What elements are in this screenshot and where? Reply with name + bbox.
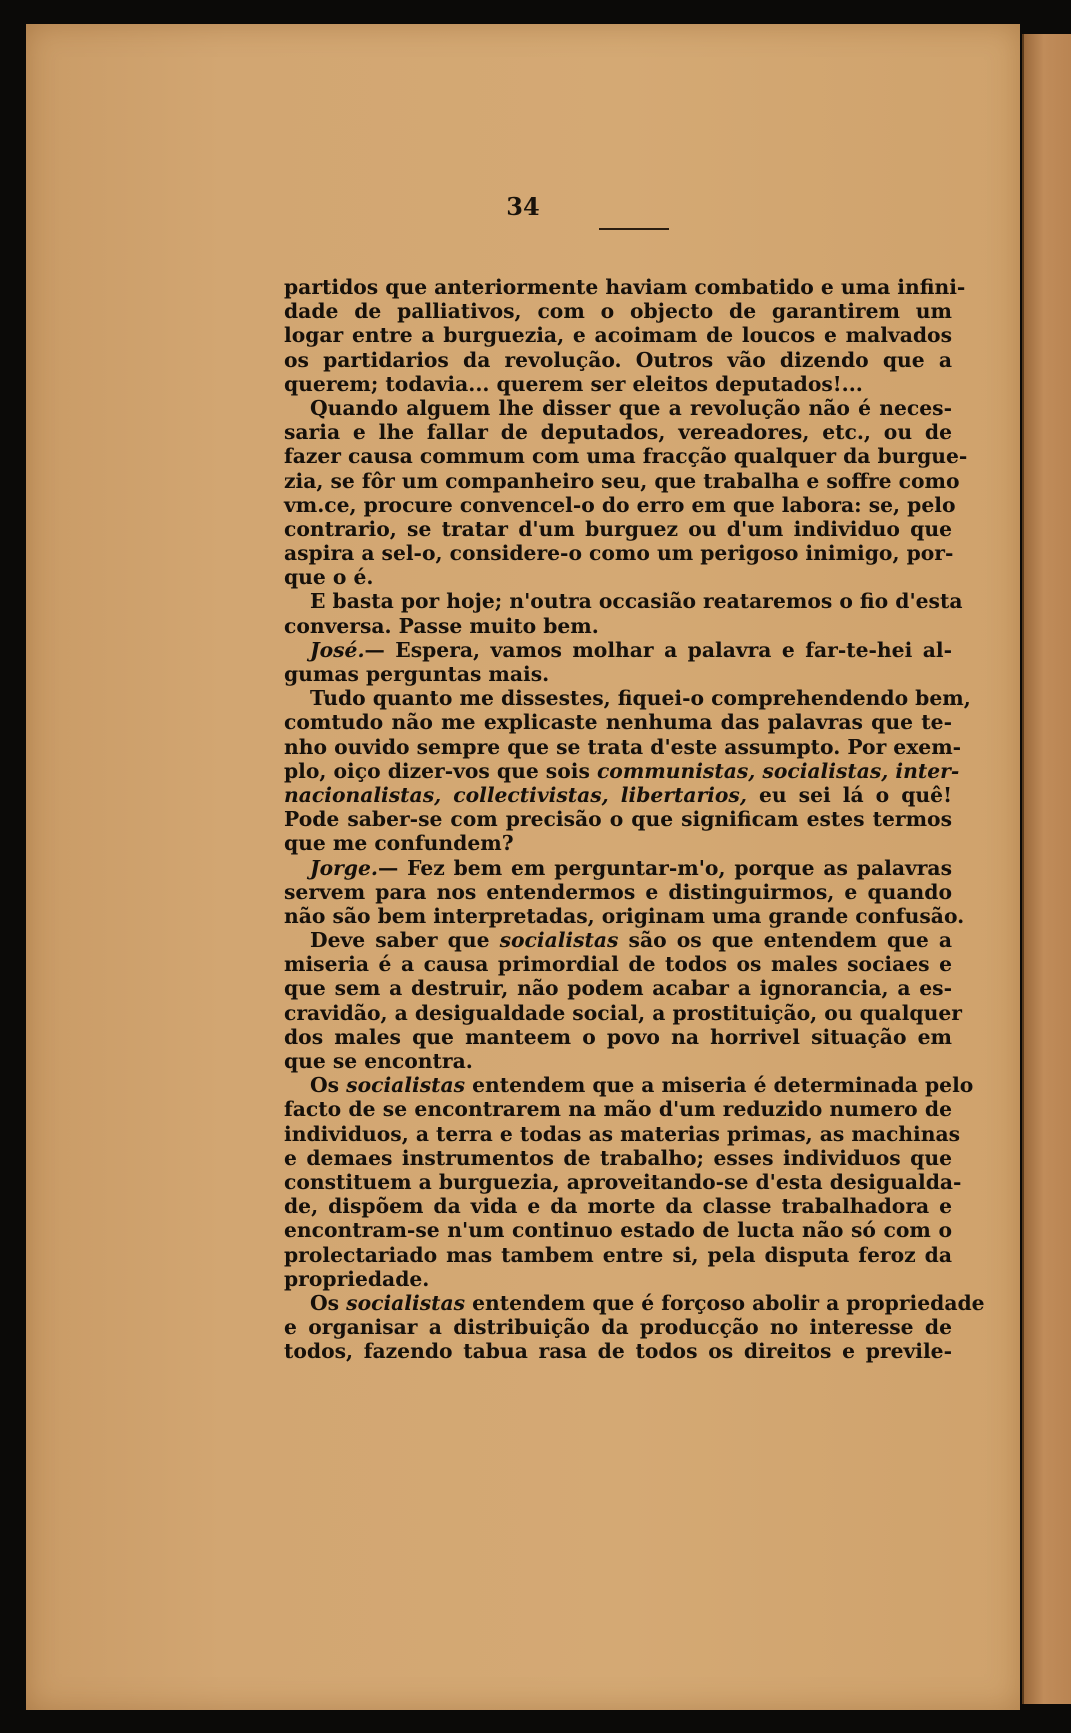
page-number: 34 — [506, 192, 540, 221]
text-run: encontram-se n'um continuo estado de lucta não só com o — [284, 1218, 952, 1243]
text-run: Deve saber que — [310, 928, 500, 953]
text-run: constituem a burguezia, aproveitando-se d'esta desigualda- — [284, 1169, 962, 1194]
text-run: todos, fazendo tabua rasa de todos os direitos e previle- — [284, 1339, 952, 1364]
text-line — [284, 1194, 952, 1218]
italic-term: Jorge. — [310, 855, 378, 880]
text-run: Os — [310, 1290, 347, 1315]
text-line — [284, 1097, 952, 1121]
text-line — [284, 444, 968, 469]
text-run: não são bem interpretadas, originam uma grande confusão. — [284, 903, 965, 928]
text-run: contrario, se tratar d'um burguez ou d'um individuo que — [284, 516, 952, 541]
text-run: que me confundem? — [284, 831, 514, 856]
text-run: aspira a sel-o, considere-o como um perigoso inimigo, por- — [284, 541, 954, 566]
text-line — [284, 541, 952, 565]
text-line — [284, 1025, 952, 1049]
text-line — [284, 783, 952, 807]
text-line — [284, 734, 962, 759]
text-line — [284, 1121, 961, 1146]
text-line — [284, 1290, 985, 1315]
text-run: fazer causa commum com uma fracção qualquer da burgue- — [284, 444, 968, 469]
text-run: partidos que anteriormente haviam combatido e uma infini- — [284, 275, 966, 299]
text-run: Pode saber-se com precisão o que significam estes termos — [284, 807, 952, 832]
text-run: entendem que é forçoso abolir a propriedade — [465, 1290, 985, 1315]
text-run: querem; todavia... querem ser eleitos deputados!... — [284, 371, 863, 396]
text-line — [284, 323, 952, 347]
text-run: e organisar a distribuição da producção no interesse de — [284, 1315, 952, 1340]
italic-term: communistas, socialistas, inter- — [596, 758, 960, 783]
text-run: facto de se encontrarem na mão d'um reduzido numero de — [284, 1097, 952, 1122]
text-run: propriedade. — [284, 1266, 430, 1291]
italic-term: socialistas — [346, 1290, 466, 1315]
text-line — [284, 565, 952, 589]
text-run: prolectariado mas tambem entre si, pela disputa feroz da — [284, 1242, 952, 1267]
text-line — [284, 686, 971, 711]
text-line — [284, 396, 952, 420]
text-line — [284, 1049, 952, 1073]
text-run: são os que entendem que a — [618, 928, 952, 953]
text-line — [284, 517, 952, 541]
text-line — [284, 468, 960, 493]
text-run: miseria é a causa primordial de todos os males sociaes e — [284, 952, 952, 977]
text-line — [284, 275, 966, 299]
book-page — [26, 24, 1020, 1710]
text-run: Os — [310, 1073, 347, 1098]
text-line — [284, 807, 952, 831]
body-text — [284, 275, 985, 1364]
text-line — [284, 952, 952, 976]
text-line — [284, 348, 952, 372]
text-line — [284, 976, 952, 1000]
text-run: eu sei lá o quê! — [746, 782, 952, 807]
text-line — [284, 662, 952, 686]
text-line — [284, 710, 952, 734]
text-line — [284, 492, 956, 517]
header-rule — [599, 228, 669, 230]
text-run: que o é. — [284, 565, 374, 590]
text-line — [284, 880, 952, 904]
text-run: E basta por hoje; n'outra occasião reataremos o fio d'esta — [310, 589, 963, 614]
text-line — [284, 928, 952, 952]
text-line — [284, 758, 960, 783]
text-run: saria e lhe fallar de deputados, vereadores, etc., ou de — [284, 420, 952, 445]
text-run: zia, se fôr um companheiro seu, que trabalha e soffre como — [284, 468, 960, 493]
text-run: individuos, a terra e todas as materias primas, as machinas — [284, 1121, 961, 1146]
text-run: logar entre a burguezia, e acoimam de loucos e malvados — [284, 323, 952, 348]
text-line — [284, 903, 965, 928]
text-run: que sem a destruir, não podem acabar a ignorancia, a es- — [284, 976, 952, 1001]
text-run: comtudo não me explicaste nenhuma das palavras que te- — [284, 710, 952, 735]
text-run: Tudo quanto me dissestes, fiquei-o comprehendendo bem, — [310, 686, 971, 711]
italic-term: socialistas — [499, 928, 619, 953]
text-run: que se encontra. — [284, 1049, 473, 1073]
text-run: vm.ce, procure convencel-o do erro em que labora: se, pelo — [284, 492, 956, 517]
text-line — [284, 1315, 952, 1339]
text-line — [284, 1218, 952, 1242]
text-line — [284, 638, 952, 662]
text-line — [284, 1146, 952, 1170]
text-run: dade de palliativos, com o objecto de garantirem um — [284, 299, 952, 324]
text-run: Quando alguem lhe disser que a revolução não é neces- — [310, 395, 952, 420]
text-line — [284, 1243, 952, 1267]
italic-term: socialistas — [346, 1073, 466, 1098]
text-line — [284, 589, 963, 614]
text-line — [284, 1267, 952, 1291]
text-run: entendem que a miseria é determinada pelo — [465, 1073, 974, 1098]
text-run: nho ouvido sempre que se trata d'este assumpto. Por exem- — [284, 734, 962, 759]
text-run: dos males que manteem o povo na horrivel situação em — [284, 1024, 952, 1049]
text-run: — Espera, vamos molhar a palavra e far-te-hei al- — [364, 637, 952, 662]
text-line — [284, 1169, 962, 1194]
italic-term: nacionalistas, collectivistas, libertarios, — [284, 782, 747, 807]
text-run: plo, oiço dizer-vos que sois — [284, 758, 597, 783]
text-line — [284, 1000, 962, 1025]
text-run: servem para nos entendermos e distinguirmos, e quando — [284, 879, 952, 904]
text-line — [284, 372, 952, 396]
text-run: cravidão, a desigualdade social, a prostituição, ou qualquer — [284, 1000, 962, 1025]
text-run: — Fez bem em perguntar-m'o, porque as palavras — [377, 855, 952, 880]
text-line — [284, 831, 952, 855]
text-line — [284, 299, 952, 323]
italic-term: José. — [310, 637, 365, 662]
text-line — [284, 856, 952, 880]
text-run: conversa. Passe muito bem. — [284, 613, 599, 638]
text-line — [284, 1339, 952, 1363]
text-run: gumas perguntas mais. — [284, 662, 550, 686]
next-page-edge — [1022, 34, 1071, 1704]
text-line — [284, 1073, 974, 1098]
text-run: os partidarios da revolução. Outros vão dizendo que a — [284, 347, 952, 372]
text-line — [284, 420, 952, 444]
text-run: e demaes instrumentos de trabalho; esses individuos que — [284, 1145, 952, 1170]
text-run: de, dispõem da vida e da morte da classe trabalhadora e — [284, 1194, 952, 1219]
text-line — [284, 614, 952, 638]
